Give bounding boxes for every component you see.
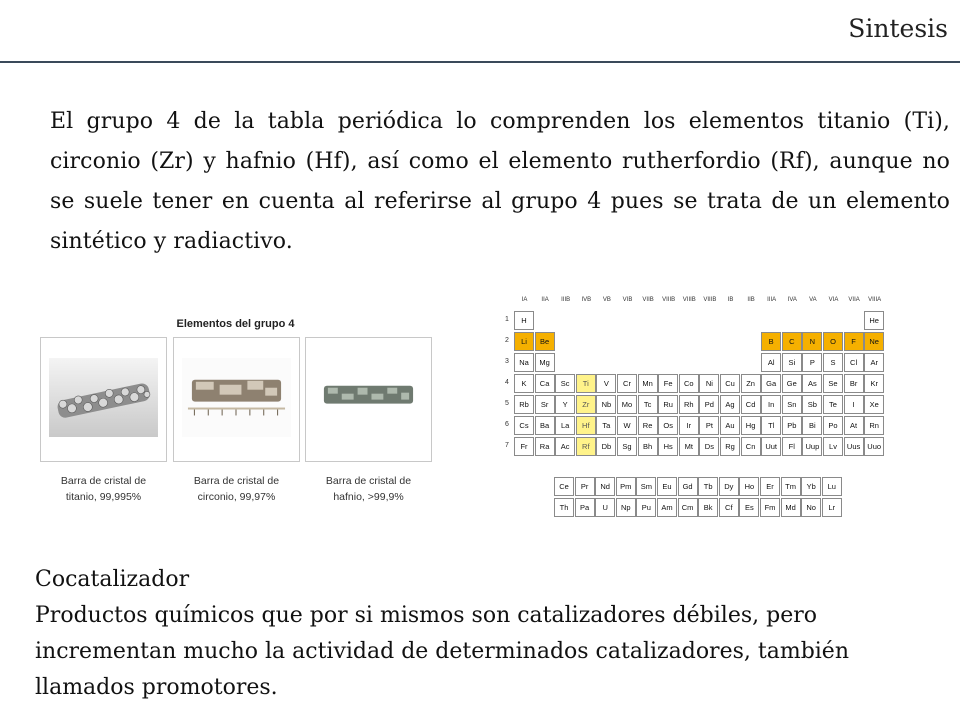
element-cell-lr: Lr — [822, 498, 842, 517]
element-cell-pm: Pm — [616, 477, 636, 496]
intro-paragraph: El grupo 4 de la tabla periódica lo comprenden los elementos titanio (Ti), circonio (Zr) y hafnio (Hf), así como el elemento rutherfordio (Rf), aunque no se suele tener en cuenta al referirse al grupo 4 pues se trata de un elemento sintético y radiactivo. — [50, 109, 950, 254]
element-cell-ho: Ho — [739, 477, 759, 496]
zirconium-caption — [173, 473, 300, 505]
element-cell-gd: Gd — [678, 477, 698, 496]
element-cell-sm: Sm — [636, 477, 656, 496]
element-cell-ge: Ge — [782, 374, 802, 393]
element-cell-sn: Sn — [782, 395, 802, 414]
element-cell-np: Np — [616, 498, 636, 517]
element-cell-rb: Rb — [514, 395, 534, 414]
group-header: VIIB — [642, 297, 654, 303]
hafnium-bar-image — [314, 358, 423, 437]
group-header: IIB — [747, 297, 755, 303]
caption-line: circonio, 99,97% — [197, 491, 276, 503]
element-cell-no: No — [801, 498, 821, 517]
group-header: IIIB — [561, 297, 571, 303]
element-cell-pa: Pa — [575, 498, 595, 517]
slide-title: Sintesis — [848, 14, 948, 43]
group-header: VIIIA — [868, 297, 882, 303]
period-label: 1 — [505, 316, 509, 323]
caption-line: titanio, 99,995% — [65, 491, 142, 503]
element-cell-re: Re — [638, 416, 658, 435]
element-cell-nb: Nb — [596, 395, 616, 414]
group-header: VIIA — [848, 297, 860, 303]
title-divider — [0, 61, 960, 63]
element-cell-xe: Xe — [864, 395, 884, 414]
group-header: IVA — [787, 297, 797, 303]
cocatalizador-heading: Cocatalizador — [35, 567, 190, 592]
period-label: 7 — [505, 442, 509, 449]
element-cell-b: B — [761, 332, 781, 351]
element-cell-fr: Fr — [514, 437, 534, 456]
element-cell-ba: Ba — [535, 416, 555, 435]
element-cell-ag: Ag — [720, 395, 740, 414]
period-label: 6 — [505, 421, 509, 428]
element-cell-fl: Fl — [782, 437, 802, 456]
group-4-panel — [38, 314, 433, 524]
element-cell-s: S — [823, 353, 843, 372]
zirconium-bar-image — [182, 358, 291, 437]
element-cell-cm: Cm — [678, 498, 698, 517]
element-cell-ac: Ac — [555, 437, 575, 456]
element-cell-ca: Ca — [535, 374, 555, 393]
element-cell-uus: Uus — [844, 437, 864, 456]
element-cell-th: Th — [554, 498, 574, 517]
element-cell-ra: Ra — [535, 437, 555, 456]
element-cell-o: O — [823, 332, 843, 351]
element-cell-zr: Zr — [576, 395, 596, 414]
hafnium-caption — [305, 473, 432, 505]
element-cell-br: Br — [844, 374, 864, 393]
element-cell-c: C — [782, 332, 802, 351]
bottom-text-block — [35, 562, 945, 706]
element-cell-u: U — [595, 498, 615, 517]
titanium-bar-image — [49, 358, 158, 437]
period-label: 3 — [505, 358, 509, 365]
element-cell-po: Po — [823, 416, 843, 435]
element-cell-yb: Yb — [801, 477, 821, 496]
element-cell-dy: Dy — [719, 477, 739, 496]
element-cell-rg: Rg — [720, 437, 740, 456]
group-header: IA — [521, 297, 528, 303]
element-cell-te: Te — [823, 395, 843, 414]
titanium-card — [40, 337, 167, 462]
group-panel-title: Elementos del grupo 4 — [176, 318, 295, 330]
element-cell-hg: Hg — [741, 416, 761, 435]
element-cell-os: Os — [658, 416, 678, 435]
element-cell-ar: Ar — [864, 353, 884, 372]
element-cell-at: At — [844, 416, 864, 435]
element-cell-ir: Ir — [679, 416, 699, 435]
element-cell-co: Co — [679, 374, 699, 393]
element-cell-uup: Uup — [802, 437, 822, 456]
element-cell-eu: Eu — [657, 477, 677, 496]
element-cell-bh: Bh — [638, 437, 658, 456]
element-cell-as: As — [802, 374, 822, 393]
element-cell-ru: Ru — [658, 395, 678, 414]
element-cell-mg: Mg — [535, 353, 555, 372]
element-cell-w: W — [617, 416, 637, 435]
element-cell-i: I — [844, 395, 864, 414]
group-header: IIIA — [767, 297, 777, 303]
element-cell-es: Es — [739, 498, 759, 517]
element-cell-lu: Lu — [822, 477, 842, 496]
element-cell-tl: Tl — [761, 416, 781, 435]
element-cell-tm: Tm — [781, 477, 801, 496]
element-cell-k: K — [514, 374, 534, 393]
group-header: VB — [602, 297, 611, 303]
element-cell-pd: Pd — [699, 395, 719, 414]
element-cell-v: V — [596, 374, 616, 393]
element-cell-li: Li — [514, 332, 534, 351]
element-cell-uut: Uut — [761, 437, 781, 456]
element-cell-tb: Tb — [698, 477, 718, 496]
period-label: 4 — [505, 379, 509, 386]
period-label: 2 — [505, 337, 509, 344]
element-cell-hf: Hf — [576, 416, 596, 435]
element-cell-cf: Cf — [719, 498, 739, 517]
group-header: IVB — [581, 297, 592, 303]
cocatalizador-definition: Productos químicos que por si mismos son catalizadores débiles, pero incrementan mucho la actividad de determinados catalizadores, también llamados promotores. — [35, 603, 849, 700]
element-cell-na: Na — [514, 353, 534, 372]
element-cell-sb: Sb — [802, 395, 822, 414]
element-cell-y: Y — [555, 395, 575, 414]
element-cell-f: F — [844, 332, 864, 351]
element-cell-er: Er — [760, 477, 780, 496]
element-cell-pb: Pb — [782, 416, 802, 435]
element-cell-al: Al — [761, 353, 781, 372]
hafnium-card — [305, 337, 432, 462]
element-cell-cl: Cl — [844, 353, 864, 372]
zirconium-card — [173, 337, 300, 462]
group-header: VIA — [828, 297, 839, 303]
element-cell-be: Be — [535, 332, 555, 351]
element-cell-cd: Cd — [741, 395, 761, 414]
element-cell-cs: Cs — [514, 416, 534, 435]
element-cell-rn: Rn — [864, 416, 884, 435]
element-cell-sc: Sc — [555, 374, 575, 393]
element-cell-ta: Ta — [596, 416, 616, 435]
element-cell-cu: Cu — [720, 374, 740, 393]
element-cell-ds: Ds — [699, 437, 719, 456]
element-cell-la: La — [555, 416, 575, 435]
element-cell-se: Se — [823, 374, 843, 393]
element-cell-au: Au — [720, 416, 740, 435]
group-header: VIIIB — [703, 297, 717, 303]
element-cell-cn: Cn — [741, 437, 761, 456]
element-cell-rf: Rf — [576, 437, 596, 456]
element-cell-hs: Hs — [658, 437, 678, 456]
element-cell-db: Db — [596, 437, 616, 456]
element-cell-pt: Pt — [699, 416, 719, 435]
element-cell-pr: Pr — [575, 477, 595, 496]
element-cell-h: H — [514, 311, 534, 330]
caption-line: hafnio, >99,9% — [333, 491, 404, 503]
element-cell-rh: Rh — [679, 395, 699, 414]
caption-line: Barra de cristal de — [193, 475, 280, 487]
element-cell-ne: Ne — [864, 332, 884, 351]
element-cell-n: N — [802, 332, 822, 351]
element-cell-kr: Kr — [864, 374, 884, 393]
element-cell-nd: Nd — [595, 477, 615, 496]
element-cell-cr: Cr — [617, 374, 637, 393]
element-cell-am: Am — [657, 498, 677, 517]
group-header: VIB — [622, 297, 633, 303]
group-header: VIIIB — [682, 297, 696, 303]
element-cell-md: Md — [781, 498, 801, 517]
element-cell-p: P — [802, 353, 822, 372]
period-label: 5 — [505, 400, 509, 407]
element-cell-mo: Mo — [617, 395, 637, 414]
element-cell-ni: Ni — [699, 374, 719, 393]
element-cell-pu: Pu — [636, 498, 656, 517]
titanium-caption — [40, 473, 167, 505]
element-cell-uuo: Uuo — [864, 437, 884, 456]
element-cell-fe: Fe — [658, 374, 678, 393]
element-cell-ga: Ga — [761, 374, 781, 393]
caption-line: Barra de cristal de — [60, 475, 147, 487]
group-header: IB — [727, 297, 734, 303]
group-header: VA — [809, 297, 817, 303]
element-cell-ce: Ce — [554, 477, 574, 496]
group-header: IIA — [541, 297, 549, 303]
element-cell-mn: Mn — [638, 374, 658, 393]
element-cell-sg: Sg — [617, 437, 637, 456]
element-cell-bi: Bi — [802, 416, 822, 435]
element-cell-he: He — [864, 311, 884, 330]
group-header: VIIIB — [662, 297, 676, 303]
element-cell-lv: Lv — [823, 437, 843, 456]
element-cell-tc: Tc — [638, 395, 658, 414]
element-cell-fm: Fm — [760, 498, 780, 517]
element-cell-ti: Ti — [576, 374, 596, 393]
element-cell-zn: Zn — [741, 374, 761, 393]
caption-line: Barra de cristal de — [325, 475, 412, 487]
element-cell-si: Si — [782, 353, 802, 372]
element-cell-sr: Sr — [535, 395, 555, 414]
element-cell-bk: Bk — [698, 498, 718, 517]
periodic-table — [502, 294, 902, 524]
element-cell-mt: Mt — [679, 437, 699, 456]
element-cell-in: In — [761, 395, 781, 414]
